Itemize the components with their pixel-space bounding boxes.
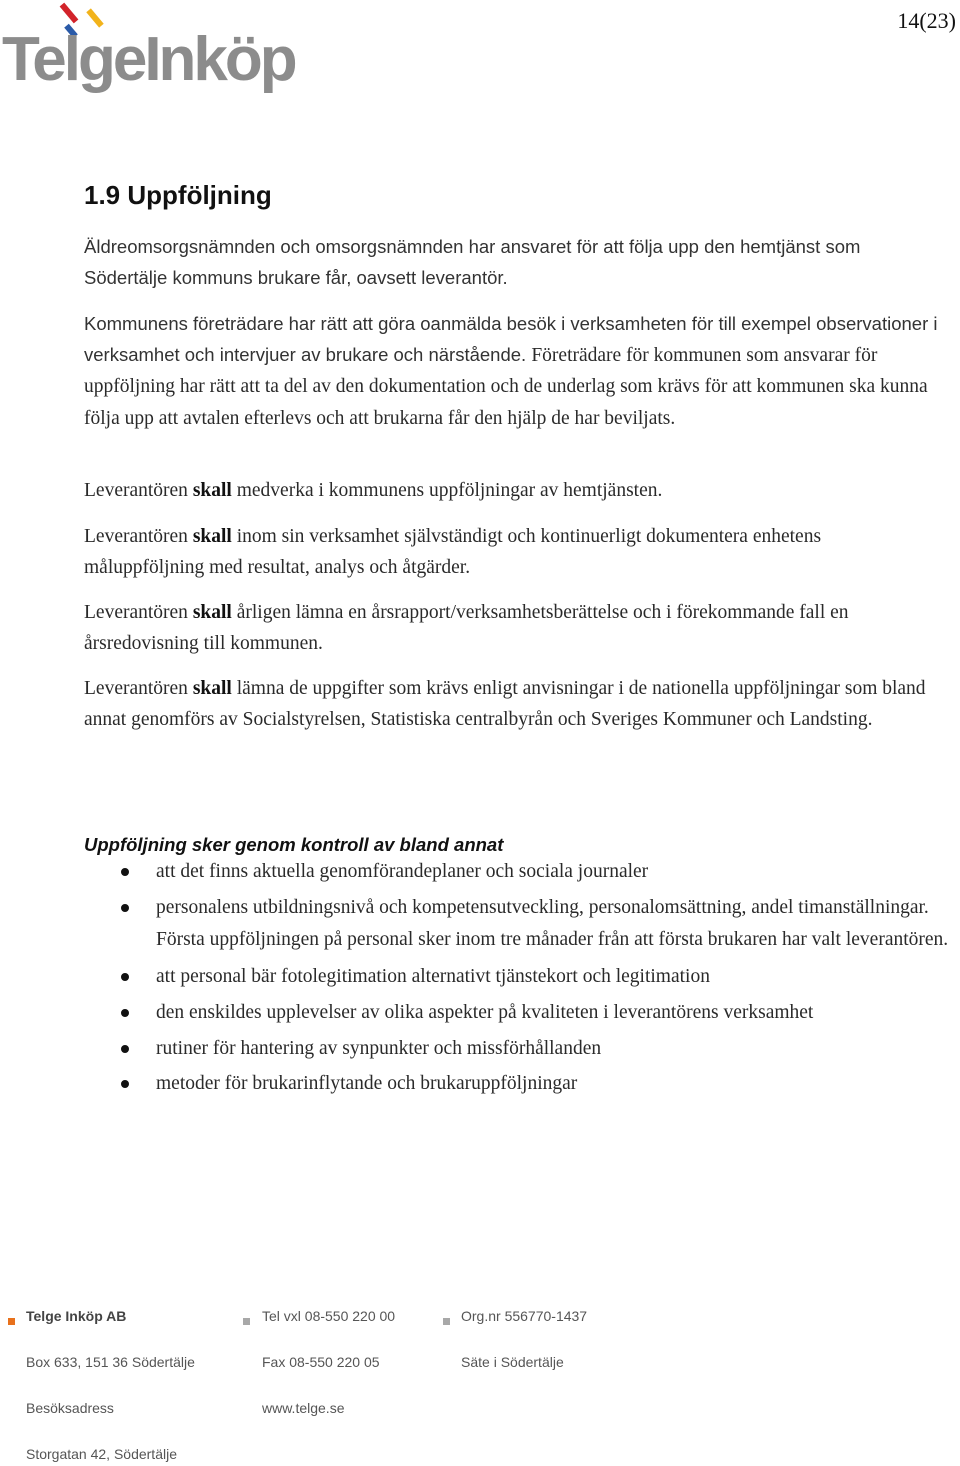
footer-company-name: Telge Inköp AB (26, 1308, 127, 1324)
followup-rights-text: Företrädare för kommunen som ansvarar för uppföljning har rätt att ta del av den dokumentation och de underlag som krävs för att kommunen ska kunna följa upp att avtalen efterlevs och att brukarna får den hjälp de har beviljats. (84, 344, 928, 429)
list-item-text: att personal bär fotolegitimation alternativt tjänstekort och legitimation (156, 965, 710, 987)
requirement-keyword: skall (192, 602, 232, 623)
footer-square-icon (443, 1318, 450, 1325)
footer-postal-address: Box 633, 151 36 Södertälje (26, 1354, 195, 1370)
representatives-paragraph (84, 309, 944, 434)
bullet-icon (121, 868, 129, 876)
list-item-text: personalens utbildningsnivå och kompetensutveckling, personalomsättning, andel timanställningar. Första uppföljningen på personal sker inom tre månader från att första brukaren har valt leverantören. (156, 896, 949, 950)
requirement-prefix: Leverantören (84, 526, 193, 547)
requirement-prefix: Leverantören (84, 602, 193, 623)
requirement-keyword: skall (192, 480, 232, 501)
requirement-prefix: Leverantören (84, 678, 193, 699)
list-item (84, 1033, 954, 1066)
footer-square-icon (243, 1318, 250, 1325)
footer-org-number: Org.nr 556770-1437 (461, 1308, 588, 1324)
bullet-icon (121, 1080, 129, 1088)
requirement-keyword: skall (192, 678, 232, 699)
requirement-text: inom sin verksamhet självständigt och kontinuerligt dokumentera enhetens måluppföljning med resultat, analys och åtgärder. (84, 526, 822, 578)
requirement-text: lämna de uppgifter som krävs enligt anvisningar i de nationella uppföljningar som bland annat genomförs av Socialstyrelsen, Statistiska centralbyrån och Sveriges Kommuner och Landsting. (84, 678, 926, 730)
requirement-paragraph-3 (84, 598, 944, 659)
footer-phone: Tel vxl 08-550 220 00 (262, 1308, 396, 1324)
page-number: 14(23) (897, 8, 956, 33)
list-item-text: att det finns aktuella genomförandeplaner och sociala journaler (156, 861, 649, 882)
requirement-text: årligen lämna en årsrapport/verksamhetsberättelse och i förekommande fall en årsredovisning till kommunen. (84, 602, 849, 654)
bullet-icon (121, 1045, 129, 1053)
bullet-icon (121, 1009, 129, 1017)
logo-mark-red (60, 3, 79, 24)
requirement-paragraph-4 (84, 674, 944, 735)
list-item (84, 1068, 954, 1101)
followup-list (84, 856, 954, 1101)
followup-heading: Uppföljning sker genom kontroll av bland annat (84, 834, 504, 855)
list-item-text: metoder för brukarinflytande och brukaruppföljningar (156, 1073, 578, 1094)
footer-fax: Fax 08-550 220 05 (262, 1354, 380, 1370)
bullet-icon (121, 904, 129, 912)
list-item-text: rutiner för hantering av synpunkter och missförhållanden (156, 1037, 602, 1059)
representatives-text: Kommunens företrädare har rätt att göra oanmälda besök i verksamheten för till exempel observationer i verksamhet och intervjuer av brukare och närstående. (84, 313, 938, 365)
requirement-prefix: Leverantören (84, 480, 193, 501)
section-title: 1.9 Uppföljning (84, 180, 272, 210)
list-item (84, 892, 954, 957)
requirement-text: medverka i kommunens uppföljningar av hemtjänsten. (231, 480, 663, 501)
bullet-icon (121, 973, 129, 981)
intro-paragraph: Äldreomsorgsnämnden och omsorgsnämnden har ansvaret för att följa upp den hemtjänst som Södertälje kommuns brukare får, oavsett leverantör. (84, 236, 861, 288)
requirement-paragraph-2 (84, 522, 944, 583)
footer-square-icon (8, 1318, 15, 1325)
requirement-keyword: skall (192, 526, 232, 547)
telge-inkop-logo (2, 0, 302, 95)
footer-seat: Säte i Södertälje (461, 1354, 564, 1370)
requirement-paragraph-1 (84, 476, 944, 507)
list-item-text: den enskildes upplevelser av olika aspekter på kvaliteten i leverantörens verksamhet (156, 1002, 814, 1023)
footer-visit-address: Storgatan 42, Södertälje (26, 1446, 177, 1462)
footer-website[interactable]: www.telge.se (262, 1400, 345, 1416)
logo-text: TelgeInköp (2, 25, 295, 94)
list-item (84, 856, 954, 889)
list-item (84, 961, 954, 994)
list-item (84, 997, 954, 1030)
footer-visit-label: Besöksadress (26, 1400, 114, 1416)
